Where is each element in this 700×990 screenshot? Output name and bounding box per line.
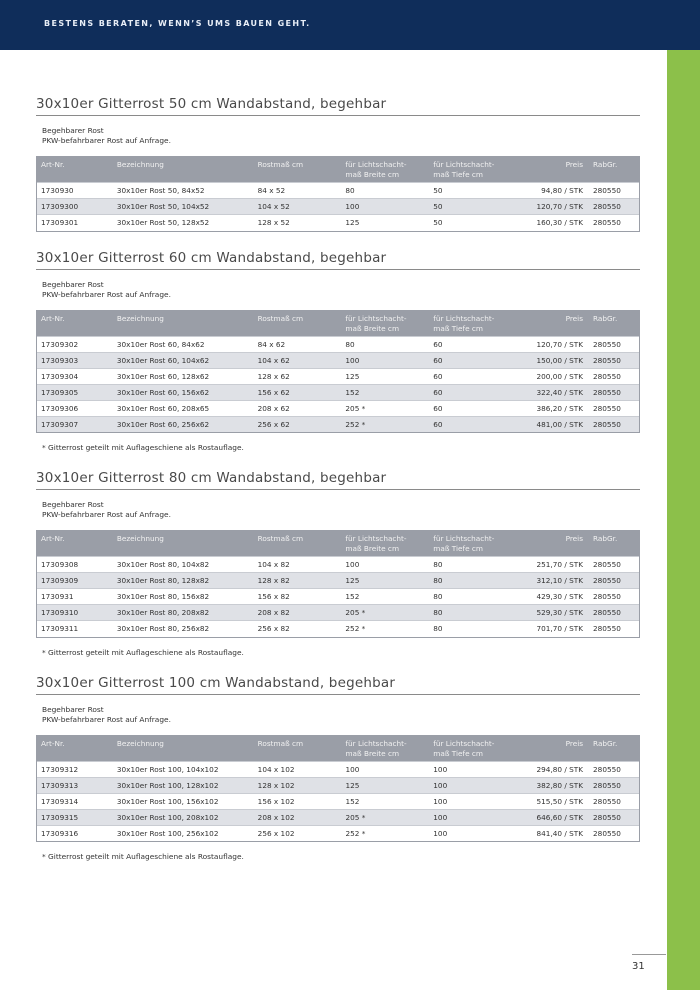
col-tiefe-cell: 100 (433, 780, 448, 790)
table-row (37, 400, 639, 416)
col-breite-cell: 152 (345, 592, 360, 601)
section-title: 30x10er Gitterrost 60 cm Wandabstand, begehbar (36, 250, 640, 270)
col-preis-cell: 160,30 / STK (536, 218, 583, 228)
col-bezeichnung-cell: 30x10er Rost 100, 156x102 (116, 796, 219, 806)
col-preis-cell: 120,70 / STK (536, 202, 583, 211)
col-art-nr-cell: 17309302 (41, 339, 79, 349)
col-rabgr-header: RabGr. (593, 534, 618, 543)
col-rabgr-cell: 280550 (593, 796, 621, 806)
col-preis-cell: 515,50 / STK (536, 796, 584, 806)
col-rabgr-cell: 280550 (593, 592, 621, 601)
section-title: 30x10er Gitterrost 80 cm Wandabstand, begehbar (36, 470, 640, 490)
col-rostmass-cell: 208 x 62 (257, 403, 290, 413)
col-tiefe-header: für Lichtschacht- maß Tiefe cm (433, 534, 495, 553)
col-rabgr-cell: 280550 (593, 387, 621, 397)
col-rabgr-header: RabGr. (593, 160, 618, 169)
col-preis-header: Preis (565, 534, 583, 543)
table-row (37, 557, 639, 573)
col-tiefe-cell: 50 (433, 218, 443, 228)
col-rabgr-header: RabGr. (593, 313, 618, 323)
table-row (37, 589, 639, 605)
col-breite-cell: 100 (345, 202, 360, 211)
col-rabgr-cell: 280550 (593, 186, 621, 195)
col-rabgr-cell: 280550 (593, 419, 621, 429)
col-tiefe-cell: 60 (433, 387, 443, 397)
price-table (36, 530, 640, 638)
col-rostmass-cell: 128 x 102 (257, 780, 295, 790)
col-tiefe-cell: 50 (433, 186, 443, 195)
col-preis-cell: 322,40 / STK (536, 387, 583, 397)
col-bezeichnung-header: Bezeichnung (116, 160, 164, 169)
col-preis-cell: 646,60 / STK (536, 812, 584, 822)
table-row (37, 621, 639, 637)
col-bezeichnung-cell: 30x10er Rost 60, 156x62 (116, 387, 210, 397)
col-breite-cell: 205 * (345, 403, 366, 413)
section-footnote: * Gitterrost geteilt mit Auflageschiene als Rostauflage. (42, 443, 244, 452)
note-line: PKW-befahrbarer Rost auf Anfrage. (42, 714, 171, 724)
col-rostmass-header: Rostmaß cm (257, 160, 304, 169)
col-bezeichnung-cell: 30x10er Rost 80, 256x82 (116, 624, 210, 634)
col-art-nr-header: Art-Nr. (41, 738, 65, 748)
col-tiefe-cell: 80 (433, 592, 443, 601)
table-header-row (37, 736, 639, 762)
col-breite-cell: 125 (345, 218, 360, 228)
col-preis-header: Preis (565, 160, 583, 169)
col-rabgr-cell: 280550 (593, 202, 621, 211)
col-tiefe-cell: 100 (433, 828, 448, 838)
col-preis-cell: 94,80 / STK (541, 186, 583, 195)
col-rabgr-cell: 280550 (593, 355, 621, 365)
product-section (36, 470, 640, 657)
col-rostmass-cell: 128 x 82 (257, 576, 290, 585)
page-number: 31 (632, 954, 666, 972)
col-art-nr-cell: 17309300 (41, 202, 79, 211)
col-rostmass-cell: 84 x 62 (257, 339, 286, 349)
product-section (36, 96, 640, 232)
table-row (37, 183, 639, 199)
col-rostmass-cell: 104 x 52 (257, 202, 290, 211)
col-bezeichnung-cell: 30x10er Rost 100, 256x102 (116, 828, 219, 838)
col-bezeichnung-cell: 30x10er Rost 100, 128x102 (116, 780, 219, 790)
col-breite-cell: 125 (345, 780, 360, 790)
col-art-nr-cell: 17309316 (41, 828, 79, 838)
price-table (36, 310, 640, 434)
table-row (37, 215, 639, 231)
col-art-nr-cell: 17309303 (41, 355, 79, 365)
col-breite-header: für Lichtschacht- maß Breite cm (345, 313, 407, 333)
note-line: PKW-befahrbarer Rost auf Anfrage. (42, 510, 171, 519)
section-notes (36, 490, 640, 520)
table-row (37, 825, 639, 841)
col-tiefe-cell: 60 (433, 355, 443, 365)
col-tiefe-cell: 60 (433, 371, 443, 381)
price-table (36, 735, 640, 843)
col-breite-cell: 252 * (345, 419, 366, 429)
col-preis-cell: 701,70 / STK (536, 624, 583, 634)
table-row (37, 384, 639, 400)
col-rostmass-cell: 156 x 62 (257, 387, 290, 397)
col-breite-header: für Lichtschacht- maß Breite cm (345, 534, 407, 553)
col-rabgr-cell: 280550 (593, 828, 621, 838)
col-rostmass-cell: 256 x 102 (257, 828, 295, 838)
section-footnote: * Gitterrost geteilt mit Auflageschiene als Rostauflage. (42, 852, 244, 861)
col-bezeichnung-header: Bezeichnung (116, 738, 164, 748)
col-bezeichnung-cell: 30x10er Rost 80, 208x82 (116, 608, 210, 617)
table-row (37, 605, 639, 621)
col-tiefe-cell: 100 (433, 796, 448, 806)
col-rabgr-cell: 280550 (593, 608, 621, 617)
section-notes (36, 695, 640, 725)
col-bezeichnung-header: Bezeichnung (116, 313, 164, 323)
table-row (37, 573, 639, 589)
col-rostmass-cell: 84 x 52 (257, 186, 286, 195)
table-row (37, 809, 639, 825)
col-tiefe-cell: 80 (433, 576, 443, 585)
table-row (37, 777, 639, 793)
col-breite-header: für Lichtschacht- maß Breite cm (345, 160, 407, 179)
col-bezeichnung-cell: 30x10er Rost 80, 156x82 (116, 592, 210, 601)
col-tiefe-cell: 80 (433, 624, 443, 634)
col-tiefe-cell: 60 (433, 419, 443, 429)
col-preis-cell: 382,80 / STK (536, 780, 584, 790)
col-art-nr-cell: 17309309 (41, 576, 79, 585)
col-rostmass-cell: 156 x 82 (257, 592, 290, 601)
col-art-nr-cell: 17309314 (41, 796, 79, 806)
col-preis-cell: 386,20 / STK (536, 403, 583, 413)
table-row (37, 793, 639, 809)
col-art-nr-cell: 17309311 (41, 624, 79, 634)
col-bezeichnung-cell: 30x10er Rost 100, 208x102 (116, 812, 219, 822)
col-breite-cell: 125 (345, 576, 360, 585)
col-tiefe-cell: 100 (433, 812, 448, 822)
col-art-nr-cell: 17309306 (41, 403, 79, 413)
col-breite-cell: 205 * (345, 812, 366, 822)
col-preis-cell: 481,00 / STK (536, 419, 583, 429)
col-tiefe-cell: 60 (433, 339, 443, 349)
col-breite-cell: 100 (345, 355, 360, 365)
col-rostmass-cell: 208 x 102 (257, 812, 295, 822)
col-art-nr-cell: 17309305 (41, 387, 79, 397)
catalog-content (36, 96, 640, 879)
note-line: Begehbarer Rost (42, 704, 104, 714)
col-rostmass-header: Rostmaß cm (257, 534, 304, 543)
col-art-nr-cell: 1730930 (41, 186, 74, 195)
col-breite-cell: 100 (345, 560, 360, 569)
col-breite-cell: 205 * (345, 608, 366, 617)
col-rostmass-cell: 128 x 62 (257, 371, 290, 381)
col-rabgr-cell: 280550 (593, 624, 621, 634)
col-rabgr-cell: 280550 (593, 560, 621, 569)
col-rabgr-cell: 280550 (593, 576, 621, 585)
col-rabgr-header: RabGr. (593, 738, 618, 748)
col-tiefe-cell: 60 (433, 403, 443, 413)
col-rostmass-cell: 208 x 82 (257, 608, 290, 617)
price-table (36, 156, 640, 232)
col-rabgr-cell: 280550 (593, 780, 621, 790)
col-bezeichnung-cell: 30x10er Rost 60, 84x62 (116, 339, 205, 349)
col-breite-cell: 80 (345, 339, 355, 349)
col-tiefe-cell: 100 (433, 764, 448, 774)
col-rostmass-cell: 104 x 102 (257, 764, 295, 774)
section-footnote: * Gitterrost geteilt mit Auflageschiene als Rostauflage. (42, 647, 244, 657)
col-preis-header: Preis (565, 313, 583, 323)
col-rabgr-cell: 280550 (593, 371, 621, 381)
col-bezeichnung-cell: 30x10er Rost 80, 104x82 (116, 560, 210, 569)
col-art-nr-cell: 17309313 (41, 780, 79, 790)
col-breite-cell: 152 (345, 387, 360, 397)
col-preis-cell: 251,70 / STK (536, 560, 583, 569)
table-row (37, 199, 639, 215)
col-art-nr-cell: 1730931 (41, 592, 74, 601)
table-row (37, 416, 639, 432)
note-line: Begehbarer Rost (42, 279, 104, 289)
col-art-nr-cell: 17309310 (41, 608, 79, 617)
product-section (36, 675, 640, 862)
col-tiefe-cell: 50 (433, 202, 443, 211)
col-tiefe-header: für Lichtschacht- maß Tiefe cm (433, 160, 495, 179)
col-preis-cell: 150,00 / STK (536, 355, 583, 365)
note-line: PKW-befahrbarer Rost auf Anfrage. (42, 136, 171, 145)
table-header-row (37, 311, 639, 337)
col-art-nr-header: Art-Nr. (41, 313, 65, 323)
col-rostmass-cell: 256 x 82 (257, 624, 290, 634)
col-preis-cell: 312,10 / STK (536, 576, 583, 585)
col-preis-cell: 120,70 / STK (536, 339, 583, 349)
table-header-row (37, 531, 639, 557)
col-bezeichnung-cell: 30x10er Rost 60, 104x62 (116, 355, 210, 365)
col-art-nr-cell: 17309308 (41, 560, 79, 569)
col-rabgr-cell: 280550 (593, 764, 621, 774)
col-tiefe-cell: 80 (433, 560, 443, 569)
section-notes (36, 270, 640, 300)
table-row (37, 352, 639, 368)
table-row (37, 761, 639, 777)
col-preis-cell: 200,00 / STK (536, 371, 583, 381)
col-preis-cell: 841,40 / STK (536, 828, 584, 838)
col-bezeichnung-cell: 30x10er Rost 50, 128x52 (116, 218, 210, 228)
col-tiefe-header: für Lichtschacht- maß Tiefe cm (433, 313, 495, 333)
col-tiefe-cell: 80 (433, 608, 443, 617)
col-breite-cell: 152 (345, 796, 360, 806)
note-line: Begehbarer Rost (42, 126, 104, 135)
col-bezeichnung-cell: 30x10er Rost 60, 208x65 (116, 403, 210, 413)
col-preis-cell: 429,30 / STK (536, 592, 583, 601)
col-bezeichnung-cell: 30x10er Rost 80, 128x82 (116, 576, 210, 585)
col-breite-cell: 252 * (345, 624, 366, 634)
col-rostmass-cell: 156 x 102 (257, 796, 295, 806)
col-preis-header: Preis (565, 738, 584, 748)
col-rabgr-cell: 280550 (593, 218, 621, 228)
table-row (37, 368, 639, 384)
table-header-row (37, 157, 639, 183)
col-rostmass-cell: 256 x 62 (257, 419, 290, 429)
col-bezeichnung-cell: 30x10er Rost 50, 84x52 (116, 186, 205, 195)
col-rabgr-cell: 280550 (593, 403, 621, 413)
col-art-nr-cell: 17309307 (41, 419, 79, 429)
header-slogan: BESTENS BERATEN, WENN’S UMS BAUEN GEHT. (44, 19, 311, 28)
top-banner (0, 0, 700, 50)
side-accent-bar (667, 50, 700, 990)
col-breite-cell: 125 (345, 371, 360, 381)
col-art-nr-header: Art-Nr. (41, 160, 65, 169)
col-breite-cell: 80 (345, 186, 355, 195)
col-breite-header: für Lichtschacht- maß Breite cm (345, 738, 407, 758)
col-rostmass-cell: 104 x 82 (257, 560, 290, 569)
col-preis-cell: 529,30 / STK (536, 608, 583, 617)
col-rabgr-cell: 280550 (593, 812, 621, 822)
col-art-nr-cell: 17309304 (41, 371, 79, 381)
col-bezeichnung-cell: 30x10er Rost 100, 104x102 (116, 764, 219, 774)
col-art-nr-header: Art-Nr. (41, 534, 65, 543)
section-title: 30x10er Gitterrost 100 cm Wandabstand, begehbar (36, 675, 640, 695)
col-bezeichnung-cell: 30x10er Rost 50, 104x52 (116, 202, 210, 211)
col-bezeichnung-cell: 30x10er Rost 60, 256x62 (116, 419, 210, 429)
col-rostmass-cell: 104 x 62 (257, 355, 290, 365)
col-breite-cell: 100 (345, 764, 360, 774)
note-line: Begehbarer Rost (42, 500, 104, 509)
note-line: PKW-befahrbarer Rost auf Anfrage. (42, 289, 171, 299)
col-breite-cell: 252 * (345, 828, 366, 838)
col-tiefe-header: für Lichtschacht- maß Tiefe cm (433, 738, 495, 758)
col-rostmass-header: Rostmaß cm (257, 313, 304, 323)
section-title: 30x10er Gitterrost 50 cm Wandabstand, begehbar (36, 96, 640, 116)
col-bezeichnung-cell: 30x10er Rost 60, 128x62 (116, 371, 210, 381)
col-rabgr-cell: 280550 (593, 339, 621, 349)
col-rostmass-cell: 128 x 52 (257, 218, 290, 228)
product-section (36, 250, 640, 453)
col-art-nr-cell: 17309315 (41, 812, 79, 822)
col-rostmass-header: Rostmaß cm (257, 738, 304, 748)
col-preis-cell: 294,80 / STK (536, 764, 584, 774)
section-notes (36, 116, 640, 146)
table-row (37, 336, 639, 352)
col-bezeichnung-header: Bezeichnung (116, 534, 164, 543)
col-art-nr-cell: 17309312 (41, 764, 79, 774)
col-art-nr-cell: 17309301 (41, 218, 79, 228)
